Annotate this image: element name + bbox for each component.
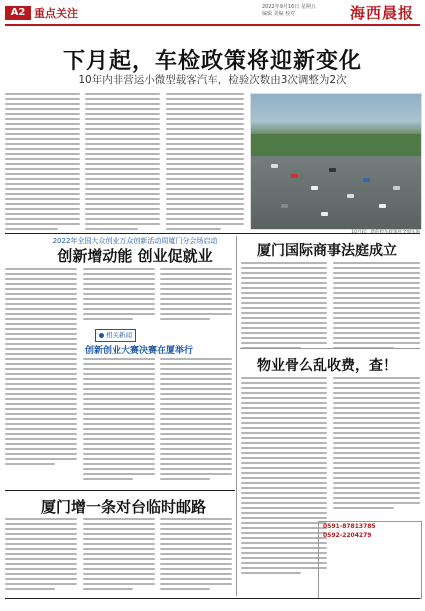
story2-headline: 创新增动能 创业促就业 <box>57 247 213 265</box>
newspaper-logo: 海西晨报 <box>350 4 415 22</box>
lead-text-col-1 <box>5 93 80 233</box>
story3-text-col-2 <box>333 262 420 352</box>
hotline-number-2: 0592-2204279 <box>323 532 372 539</box>
story2-text-col-2 <box>83 268 155 323</box>
hotline-number-1: 0591-87813785 <box>323 523 376 530</box>
lead-text-col-3 <box>166 93 244 233</box>
story4-text-col-2 <box>333 377 420 512</box>
story2-text-col-1 <box>5 268 77 468</box>
story3-headline: 厦门国际商事法庭成立 <box>257 243 397 259</box>
page-number-badge: A2 <box>5 6 31 20</box>
story5-divider <box>5 490 235 491</box>
story2-related-col-1 <box>83 358 155 483</box>
column-divider <box>236 236 237 596</box>
header-rule <box>5 24 420 26</box>
editor-credits: 编辑 美编 校对 <box>262 11 296 17</box>
story5-text-col-2 <box>83 518 155 593</box>
story5-headline: 厦门增一条对台临时邮路 <box>40 498 206 516</box>
lead-subheadline: 10年内非营运小微型载客汽车，检验次数由3次调整为2次 <box>78 74 347 86</box>
section-title: 重点关注 <box>34 7 78 20</box>
traffic-photo <box>250 93 422 230</box>
hotline-box <box>318 521 422 599</box>
lead-text-col-2 <box>85 93 160 233</box>
footer-rule <box>5 598 420 599</box>
related-news-label: 相关新闻 <box>106 331 132 339</box>
story3-divider <box>240 348 420 349</box>
section-divider <box>5 233 420 234</box>
related-news-tag <box>95 329 136 342</box>
dateline <box>262 4 347 18</box>
story5-text-col-3 <box>160 518 232 593</box>
bullet-icon <box>99 333 104 338</box>
story2-subheadline: 创新创业大赛决赛在厦举行 <box>84 346 193 356</box>
story5-text-col-1 <box>5 518 77 593</box>
date-text: 2022年9月16日 星期五 <box>262 4 316 10</box>
story4-headline: 物业骨么乱收费，查！ <box>257 358 397 374</box>
story2-kicker: 2022年全国大众创业万众创新活动周厦门分会场启动 <box>52 237 218 245</box>
photo-caption <box>250 229 420 235</box>
story2-text-col-3 <box>160 268 232 323</box>
story2-related-col-2 <box>160 358 232 483</box>
story3-text-col-1 <box>241 262 327 352</box>
story4-text-col-1 <box>241 377 327 577</box>
lead-headline: 下月起，车检政策将迎新变化 <box>62 49 362 74</box>
